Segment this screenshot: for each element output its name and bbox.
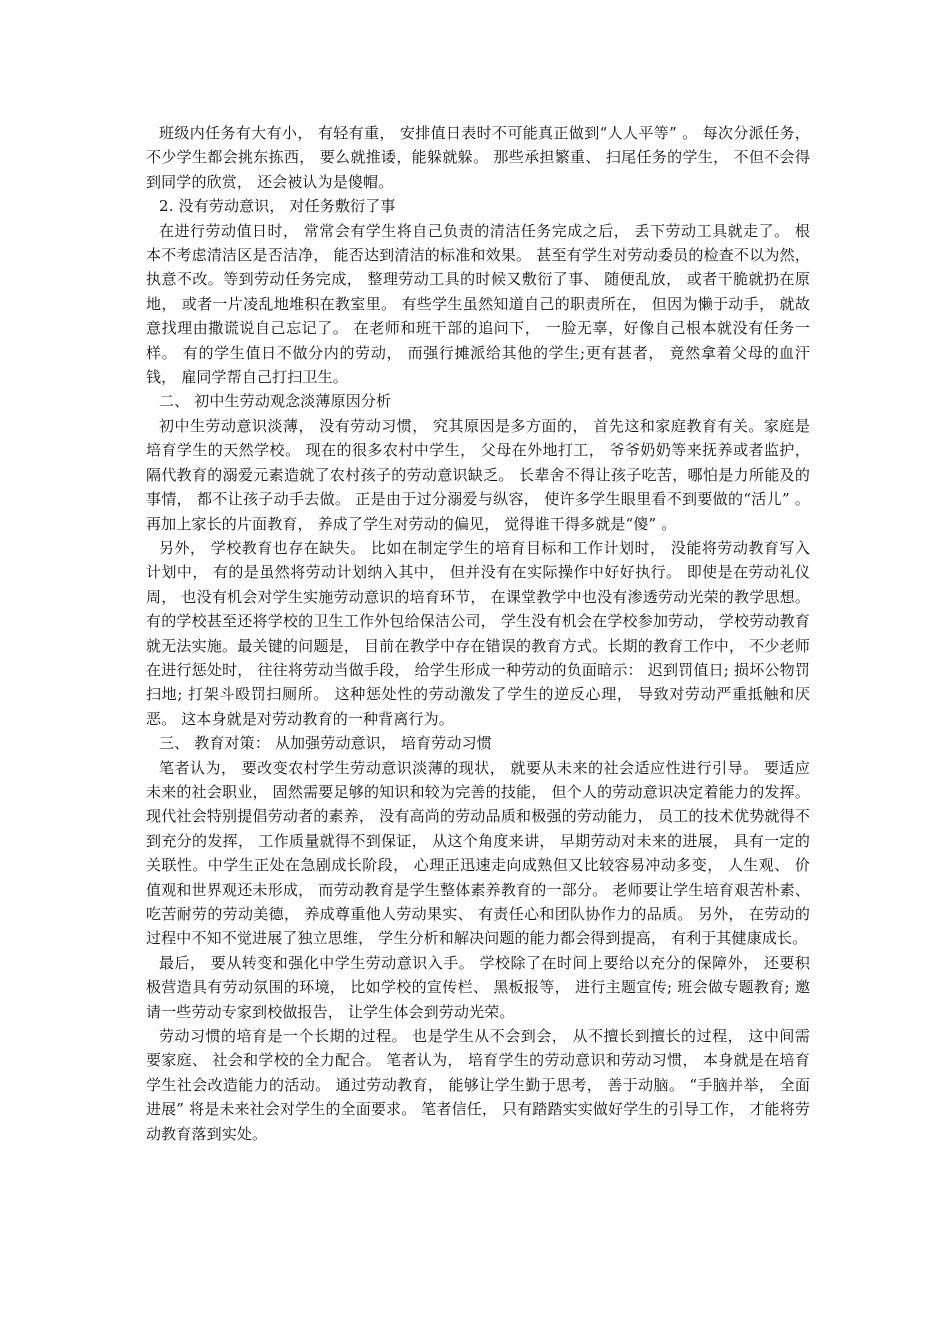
paragraph-family-education: 初中生劳动意识淡薄， 没有劳动习惯， 究其原因是多方面的， 首先这和家庭教育有关。家庭是培育学生的天然学校。 现在的很多农村中学生， 父母在外地打工， 爷爷奶奶等来抚养或者监护， 隔代教育的溺爱元素造就了农村孩子的劳动意识缺乏。 长辈舍不得让孩子吃苦，哪怕是力所能及的事情， 都不让孩子动手去做。 正是由于过分溺爱与纵容， 使许多学生眼里看不到要做的“活儿” 。 再加上家长的片面教育， 养成了学生对劳动的偏见， 觉得谁干得多就是“傻” 。 xyxy=(146,416,810,533)
paragraph-labor-habit: 劳动习惯的培育是一个长期的过程。 也是学生从不会到会， 从不擅长到擅长的过程， 这中间需要家庭、 社会和学校的全力配合。 笔者认为， 培育学生的劳动意识和劳动习惯， 本身就是在培育学生社会改造能力的活动。 通过劳动教育， 能够让学生勤于思考， 善于动脑。 “手脑并举， 全面进展” 将是未来社会对学生的全面要求。 笔者信任， 只有踏踏实实做好学生的引导工作， 才能将劳动教育落到实处。 xyxy=(146,1027,810,1143)
paragraph-task-distribution: 班级内任务有大有小， 有轻有重， 安排值日表时不可能真正做到“人人平等” 。 每次分派任务， 不少学生都会挑东拣西， 要么就推诿，能躲就躲。 那些承担繁重、 扫尾任务的学生， 不但不会得到同学的欣赏， 还会被认为是傻帽。 xyxy=(146,124,810,191)
paragraph-author-view: 笔者认为， 要改变农村学生劳动意识淡薄的现状， 就要从未来的社会适应性进行引导。 要适应未来的社会职业， 固然需要足够的知识和较为完善的技能， 但个人的劳动意识决定着能力的发挥。 现代社会特别提倡劳动者的素养， 没有高尚的劳动品质和极强的劳动能力， 员工的技术优势就得不到充分的发挥， 工作质量就得不到保证， 从这个角度来讲， 早期劳动对未来的进展， 具有一定的关联性。中学生正处在急剧成长阶段， 心理正迅速走向成熟但又比较容易冲动多变， 人生观、 价值观和世界观还未形成， 而劳动教育是学生整体素养教育的一部分。 老师要让学生培育艰苦朴素、 吃苦耐劳的劳动美德， 养成尊重他人劳动果实、 有责任心和团队协作力的品质。 另外， 在劳动的过程中不知不觉进展了独立思维， 学生分析和解决问题的能力都会得到提高， 有利于其健康成长。 xyxy=(146,758,810,948)
paragraph-duty-perfunctory: 在进行劳动值日时， 常常会有学生将自己负责的清洁任务完成之后， 丢下劳动工具就走了。 根本不考虑清洁区是否洁净， 能否达到清洁的标准和效果。 甚至有学生对劳动委员的检查不以为然， 执意不改。等到劳动任务完成， 整理劳动工具的时候又敷衍了事、 随便乱放， 或者干脆就扔在原地， 或者一片凌乱地堆积在教室里。 有些学生虽然知道自己的职责所在， 但因为懒于动手， 就故意找理由撒谎说自己忘记了。 在老师和班干部的追问下， 一脸无辜，好像自己根本就没有任务一样。 有的学生值日不做分内的劳动， 而强行摊派给其他的学生;更有甚者， 竟然拿着父母的血汗钱， 雇同学帮自己打扫卫生。 xyxy=(146,221,810,387)
heading-cause-analysis: 二、 初中生劳动观念淡薄原因分析 xyxy=(159,392,392,411)
document-page xyxy=(146,121,810,1146)
heading-no-labor-awareness: 2. 没有劳动意识， 对任务敷衍了事 xyxy=(159,197,396,216)
paragraph-school-education: 另外， 学校教育也存在缺失。 比如在制定学生的培育目标和工作计划时， 没能将劳动教育写入计划中， 有的是虽然将劳动计划纳入其中， 但并没有在实际操作中好好执行。 即使是在劳动礼仪周， 也没有机会对学生实施劳动意识的培育环节， 在课堂教学中也没有渗透劳动光荣的教学思想。 有的学校甚至还将学校的卫生工作外包给保洁公司， 学生没有机会在学校参加劳动， 学校劳动教育就无法实施。最关键的问题是， 目前在教学中存在错误的教育方式。长期的教育工作中， 不少老师在进行惩处时， 往往将劳动当做手段， 给学生形成一种劳动的负面暗示： 迟到罚值日; 损坏公物罚扫地; 打架斗殴罚扫厕所。 这种惩处性的劳动激发了学生的逆反心理， 导致对劳动严重抵触和厌恶。 这本身就是对劳动教育的一种背离行为。 xyxy=(146,538,810,728)
paragraph-finally: 最后， 要从转变和强化中学生劳动意识入手。 学校除了在时间上要给以充分的保障外， 还要积极营造具有劳动氛围的环境， 比如学校的宣传栏、 黑板报等， 进行主题宣传; 班会做专题教育; 邀请一些劳动专家到校做报告， 让学生体会到劳动光荣。 xyxy=(146,953,810,1021)
heading-education-strategy: 三、 教育对策： 从加强劳动意识， 培育劳动习惯 xyxy=(159,734,492,753)
